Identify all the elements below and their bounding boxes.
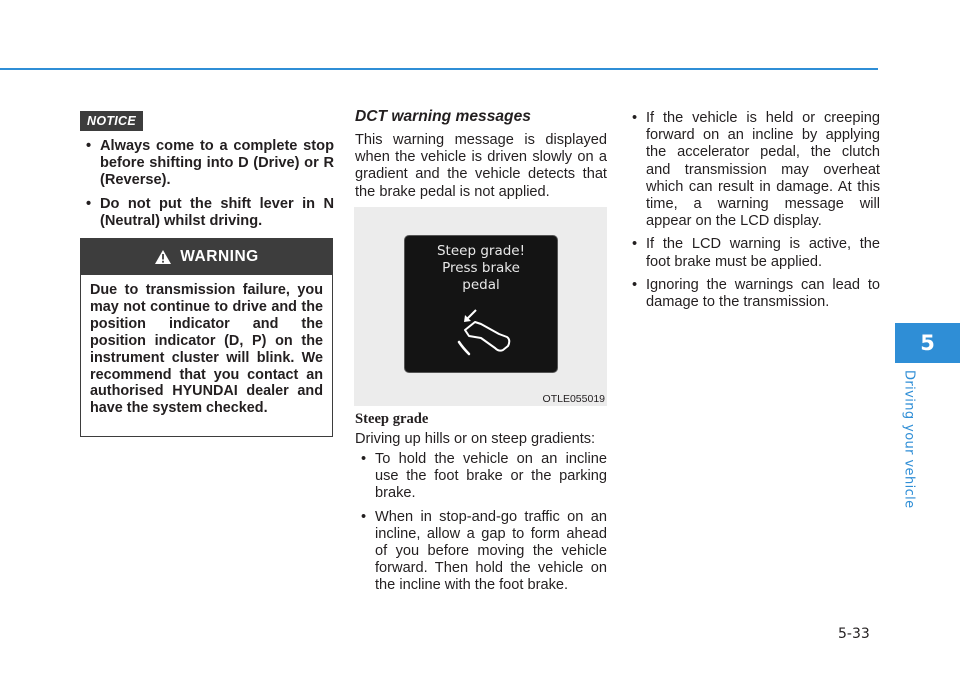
steep-grade-intro: Driving up hills or on steep gradients: (355, 431, 596, 447)
list-item: • If the LCD warning is active, the foot brake must be applied. (626, 236, 880, 270)
chapter-name (895, 370, 923, 509)
lcd-message-line: Steep grade! (436, 243, 525, 259)
steep-grade-list (355, 451, 607, 601)
lcd-figure (354, 207, 607, 406)
warning-box (80, 238, 333, 437)
lcd-message-line: Press brake (442, 260, 520, 276)
page-number: 5-33 (838, 626, 870, 642)
notice-list (80, 138, 334, 236)
notice-item: • Always come to a complete stop before shifting into D (Drive) or R (Reverse). (80, 138, 334, 190)
header-rule (0, 68, 878, 70)
brake-pedal-icon (451, 304, 517, 360)
notice-badge: NOTICE (80, 111, 143, 131)
dct-heading: DCT warning messages (355, 108, 531, 125)
warning-triangle-icon (154, 249, 172, 265)
notice-item: • Do not put the shift lever in N (Neutral) whilst driving. (80, 196, 334, 230)
warning-title: WARNING (180, 248, 259, 265)
list-item: • To hold the vehicle on an incline use the foot brake or the parking brake. (355, 451, 607, 503)
chapter-tab: 5 (895, 323, 960, 363)
list-item: • When in stop-and-go traffic on an incline, allow a gap to form ahead of you before moving the vehicle forward. Then hold the vehicle on the incline with the foot brake. (355, 509, 607, 595)
warning-header (81, 239, 332, 275)
figure-code: OTLE055019 (542, 393, 605, 405)
right-column-list (626, 110, 880, 317)
steep-grade-heading: Steep grade (355, 411, 429, 427)
list-item: • Ignoring the warnings can lead to damage to the transmission. (626, 277, 880, 311)
dct-description: This warning message is displayed when the vehicle is driven slowly on a gradient and the vehicle detects that the brake pedal is not applied. (355, 132, 607, 200)
chapter-name-text: Driving your vehicle (901, 370, 917, 509)
lcd-display (404, 235, 558, 373)
warning-text: Due to transmission failure, you may not continue to drive and the position indicator and the position indicator (D, P) on the instrument cluster will blink. We recommend that you contact an authorised HYUNDAI dealer and have the system checked. (90, 282, 323, 417)
lcd-message-line: pedal (462, 277, 500, 293)
list-item: • If the vehicle is held or creeping forward on an incline by applying the accelerator pedal, the clutch and transmission may overheat which can result in damage. At this time, a warning message will appear on the LCD display. (626, 110, 880, 230)
